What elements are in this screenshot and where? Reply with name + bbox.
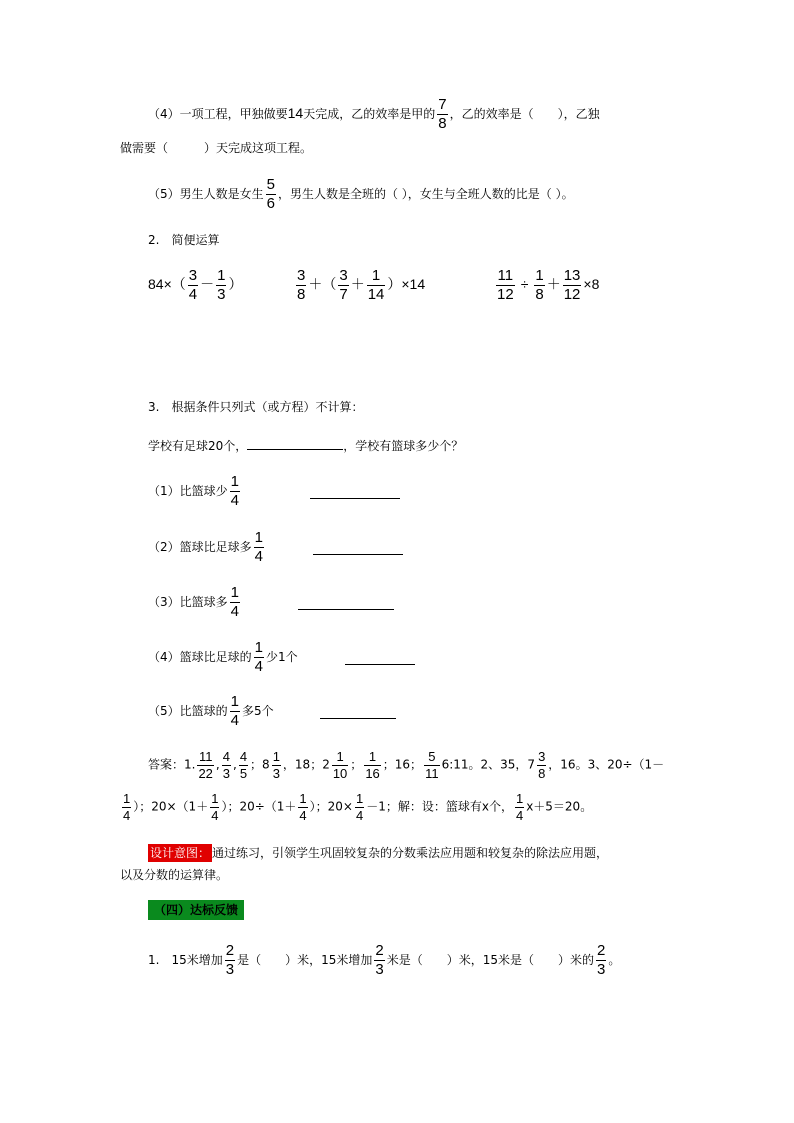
s3-item-3-frac: $\frac{1}{4}$ bbox=[230, 584, 239, 620]
design-text-1: 通过练习，引领学生巩固较复杂的分数乘法应用题和较复杂的除法应用题， bbox=[212, 846, 609, 860]
design-tag: 设计意图： bbox=[150, 846, 211, 860]
s3-item-2-frac: $\frac{1}{4}$ bbox=[254, 529, 263, 565]
section2-title: 2. 简便运算 bbox=[148, 233, 220, 247]
s2-e2-frac2: $\frac{3}{7}$ bbox=[339, 267, 348, 303]
s3-intro-blank[interactable] bbox=[247, 448, 343, 450]
ans2-frac-4: $\frac{1}{4}$ bbox=[355, 791, 364, 823]
fb1-frac-1: $\frac{2}{3}$ bbox=[225, 942, 235, 978]
ans2-frac-1: $\frac{1}{4}$ bbox=[123, 791, 131, 823]
fb1-frac-3: $\frac{2}{3}$ bbox=[596, 942, 606, 978]
q5-fraction: $\frac{5}{6}$ bbox=[266, 176, 275, 212]
feedback-q1: 1. 15米增加 $\frac{2}{3}$ 是（ ）米，15米增加 $\frac{2}{3}$ 米是（ ）米，15米是（ ）米的 $\frac{2}{3}$ 。 bbox=[148, 942, 621, 978]
s3-item-4-blank[interactable] bbox=[345, 663, 415, 665]
q5-text-a: （5）男生人数是女生 bbox=[148, 186, 264, 201]
s3-item-5-blank[interactable] bbox=[320, 717, 396, 719]
s3-item-4-frac: $\frac{1}{4}$ bbox=[254, 639, 263, 675]
section3-title: 3. 根据条件只列式（或方程）不计算： bbox=[148, 400, 364, 414]
q4-line1 bbox=[148, 97, 600, 132]
q4-days: 14 bbox=[287, 104, 304, 121]
q4-fraction: $\frac{7}{8}$ bbox=[438, 96, 447, 132]
ans-frac-7: $\frac{5}{11}$ bbox=[425, 749, 439, 781]
ans-frac-6: $\frac{1}{16}$ bbox=[365, 749, 380, 781]
s2-e1-frac1: $\frac{3}{4}$ bbox=[188, 267, 198, 303]
ans2-frac-5: $\frac{1}{4}$ bbox=[515, 791, 524, 823]
ans-frac-5: $\frac{1}{10}$ bbox=[332, 749, 348, 781]
design-line-1 bbox=[148, 847, 608, 859]
s3-item-1: （1）比篮球少 $\frac{1}{4}$ bbox=[148, 473, 239, 509]
s2-e3-frac3: $\frac{13}{12}$ bbox=[563, 267, 581, 303]
s3-item-1-blank[interactable] bbox=[310, 497, 400, 499]
s3-item-5: （5）比篮球的 $\frac{1}{4}$ 多5个 bbox=[148, 693, 274, 729]
s2-e2-frac3: $\frac{1}{14}$ bbox=[367, 267, 385, 303]
ans-frac-4: $\frac{1}{3}$ bbox=[272, 749, 280, 781]
section4-tag: （四）达标反馈 bbox=[148, 904, 244, 916]
s3-item-3-blank[interactable] bbox=[298, 608, 394, 610]
fb1-frac-2: $\frac{2}{3}$ bbox=[375, 942, 384, 978]
ans2-frac-3: $\frac{1}{4}$ bbox=[299, 791, 307, 823]
q4-text-c: ，乙的效率是（ ），乙独 bbox=[449, 106, 600, 121]
s2-expr-2: $\frac{3}{8}$ ＋（ $\frac{3}{7}$ ＋ $\frac{1}{14}$ ）×14 bbox=[297, 267, 426, 303]
s2-e3-frac2: $\frac{1}{8}$ bbox=[535, 267, 544, 303]
ans-frac-8: $\frac{3}{8}$ bbox=[538, 749, 546, 781]
s3-intro: 学校有足球20个， ，学校有篮球多少个？ bbox=[148, 439, 464, 453]
design-line-2: 以及分数的运算律。 bbox=[120, 868, 229, 882]
q5-text-b: ，男生人数是全班的（ ），女生与全班人数的比是（ ）。 bbox=[277, 186, 574, 201]
s3-item-5-frac: $\frac{1}{4}$ bbox=[230, 693, 239, 729]
s2-e3-frac1: $\frac{11}{12}$ bbox=[497, 267, 514, 303]
s3-item-3: （3）比篮球多 $\frac{1}{4}$ bbox=[148, 584, 239, 620]
ans-frac-1: $\frac{11}{22}$ bbox=[198, 749, 213, 781]
ans-frac-3: $\frac{4}{5}$ bbox=[239, 749, 248, 781]
ans-frac-2: $\frac{4}{3}$ bbox=[222, 749, 230, 781]
s3-item-2-blank[interactable] bbox=[313, 553, 403, 555]
s3-item-2: （2）篮球比足球多 $\frac{1}{4}$ bbox=[148, 529, 263, 565]
s2-expr-1: 84×（ $\frac{3}{4}$ － $\frac{1}{3}$ ） bbox=[148, 267, 243, 303]
q4-text-a: （4）一项工程，甲独做要 bbox=[148, 106, 288, 121]
q4-text-b: 天完成，乙的效率是甲的 bbox=[303, 106, 436, 121]
answer-line-1: 答案：1. $\frac{11}{22}$ , $\frac{4}{3}$ , $\frac{4}{5}$ ；8 $\frac{1}{3}$ ，18；2 $\frac{1}{10}$ ； $\frac{1}{16}$ ；16； $\frac{5}{11}$ 6:11。2、35，7 $\frac{3}{8}$ ，16。3、20÷（1－ bbox=[148, 749, 665, 781]
s3-item-1-frac: $\frac{1}{4}$ bbox=[230, 473, 239, 509]
q5-line bbox=[148, 177, 574, 212]
s3-item-4: （4）篮球比足球的 $\frac{1}{4}$ 少1个 bbox=[148, 639, 298, 675]
s2-e1-frac2: $\frac{1}{3}$ bbox=[217, 267, 226, 303]
ans2-frac-2: $\frac{1}{4}$ bbox=[211, 791, 219, 823]
s2-e2-frac1: $\frac{3}{8}$ bbox=[297, 267, 306, 303]
q4-line2: 做需要（ ）天完成这项工程。 bbox=[120, 141, 313, 155]
answer-line-2: $\frac{1}{4}$ ）；20×（1＋ $\frac{1}{4}$ ）；20÷（1＋ $\frac{1}{4}$ ）；20× $\frac{1}{4}$ －1；解：设：篮球有x个， $\frac{1}{4}$ x＋5＝20。 bbox=[123, 791, 593, 823]
s2-expr-3: $\frac{11}{12}$ ÷ $\frac{1}{8}$ ＋ $\frac{13}{12}$ ×8 bbox=[497, 267, 600, 303]
